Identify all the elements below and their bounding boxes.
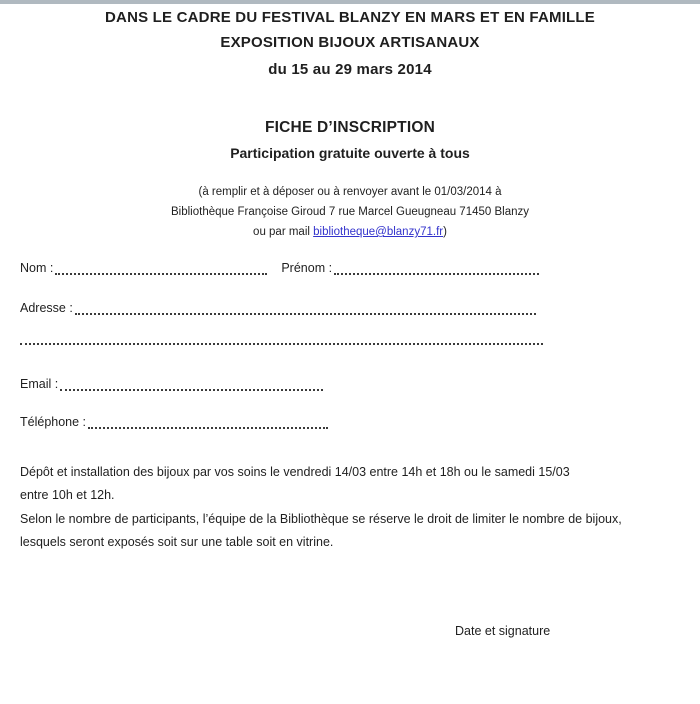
instructions-line3 [0, 226, 700, 238]
adresse-dotted-line [75, 310, 536, 315]
telephone-label: Téléphone : [20, 415, 87, 429]
telephone-row [20, 415, 328, 430]
festival-title-line2: EXPOSITION BIJOUX ARTISANAUX [220, 34, 480, 51]
adresse-dotted-line-2 [20, 340, 543, 345]
telephone-dotted-line [88, 424, 328, 429]
name-row [20, 261, 539, 276]
prenom-label: Prénom : [281, 261, 333, 275]
adresse-label: Adresse : [20, 301, 73, 315]
form-title: FICHE D’INSCRIPTION [264, 119, 435, 136]
festival-title-line1: DANS LE CADRE DU FESTIVAL BLANZY EN MARS ET EN FAMILLE [105, 9, 595, 26]
nom-label: Nom : [20, 261, 54, 275]
notes-line-2: entre 10h et 12h. [20, 488, 115, 503]
form-subtitle: Participation gratuite ouverte à tous [230, 145, 470, 161]
address-row [20, 301, 536, 316]
instructions-line3-prefix: ou par mail [253, 226, 314, 238]
email-dotted-line [60, 386, 323, 391]
address-row-2 [20, 340, 543, 346]
notes-line-3: Selon le nombre de participants, l’équipe de la Bibliothèque se réserve le droit de limiter le nombre de bijoux, [20, 511, 622, 526]
notes-line-1: Dépôt et installation des bijoux par vos soins le vendredi 14/03 entre 14h et 18h ou le samedi 15/03 [20, 465, 570, 479]
signature-label: Date et signature [455, 624, 551, 638]
nom-dotted-line [55, 270, 267, 275]
prenom-dotted-line [334, 270, 539, 275]
festival-title-line3: du 15 au 29 mars 2014 [268, 61, 432, 78]
email-label: Email : [20, 377, 59, 391]
email-row [20, 377, 323, 392]
notes-paragraph [20, 461, 680, 555]
notes-line-4: lesquels seront exposés soit sur une table soit en vitrine. [20, 535, 334, 550]
instructions-line3-suffix: ) [443, 226, 447, 238]
instructions-line1: (à remplir et à déposer ou à renvoyer avant le 01/03/2014 à [198, 186, 502, 198]
email-link[interactable]: bibliotheque@blanzy71.fr [313, 226, 444, 238]
instructions-line2: Bibliothèque Françoise Giroud 7 rue Marcel Gueugneau 71450 Blanzy [171, 206, 529, 218]
page-top-border [0, 0, 700, 4]
